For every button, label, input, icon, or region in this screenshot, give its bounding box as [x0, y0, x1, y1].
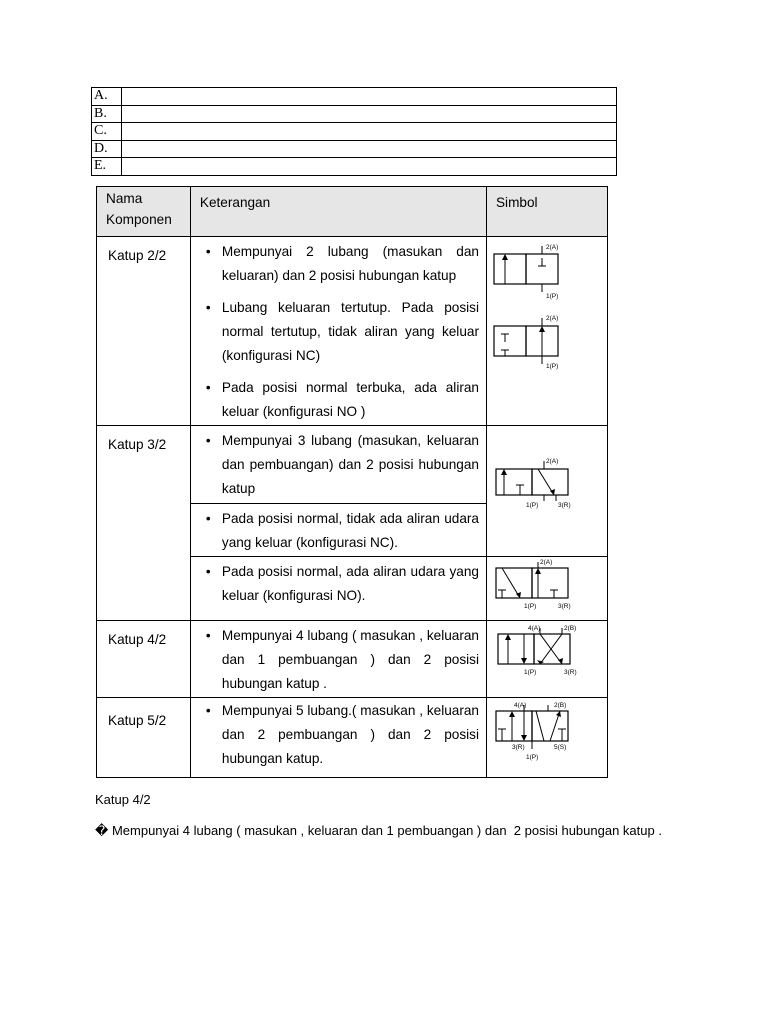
port-label: 1(P) [523, 669, 537, 676]
port-label: 1(P) [545, 293, 559, 300]
list-item: • Mempunyai 2 lubang (masukan dan keluaran) dan 2 posisi hubungan katup [222, 240, 479, 288]
port-label: 5(S) [553, 744, 567, 751]
port-label: 4(A) [527, 625, 541, 632]
table-row [97, 237, 608, 426]
answer-row [92, 140, 617, 158]
component-name: Katup 3/2 [97, 426, 191, 621]
description-cell [190, 698, 486, 778]
header-keterangan: Keterangan [190, 187, 486, 237]
answer-field[interactable] [122, 123, 617, 141]
table-row [97, 621, 608, 698]
description-cell [190, 621, 486, 698]
port-label: 4(A) [513, 702, 527, 709]
answer-row [92, 158, 617, 176]
symbol-cell [486, 237, 607, 426]
port-label: 3(R) [511, 744, 525, 751]
table-row [97, 426, 608, 504]
list-item: • Mempunyai 3 lubang (masukan, keluaran dan pembuangan) dan 2 posisi hubungan katup [222, 429, 479, 501]
answer-field[interactable] [122, 88, 617, 106]
answer-label: D. [92, 140, 122, 158]
component-name: Katup 5/2 [97, 698, 191, 778]
header-simbol: Simbol [486, 187, 607, 237]
port-label: 2(A) [545, 315, 559, 322]
answer-field[interactable] [122, 158, 617, 176]
component-name: Katup 4/2 [97, 621, 191, 698]
description-cell [190, 426, 486, 504]
port-label: 2(B) [553, 702, 567, 709]
header-nama: Nama Komponen [97, 187, 191, 237]
answer-row [92, 88, 617, 106]
port-label: 3(R) [563, 669, 577, 676]
description-cell [190, 557, 486, 621]
port-label: 2(A) [545, 244, 559, 251]
body-paragraph [95, 823, 662, 839]
valve-3-2-no-symbol [488, 558, 606, 616]
port-label: 3(R) [557, 502, 571, 509]
description-cell [190, 237, 486, 426]
valve-4-2-symbol [488, 622, 606, 684]
answer-label: E. [92, 158, 122, 176]
answer-row [92, 123, 617, 141]
answer-field[interactable] [122, 140, 617, 158]
component-name: Katup 2/2 [97, 237, 191, 426]
description-cell [190, 504, 486, 557]
valve-2-2-symbols [488, 238, 606, 372]
answer-label: C. [92, 123, 122, 141]
answer-table [91, 87, 617, 176]
bullet-glyph: � [95, 823, 109, 838]
answer-label: B. [92, 105, 122, 123]
symbol-cell [486, 621, 607, 698]
port-label: 1(P) [545, 363, 559, 370]
list-item: • Mempunyai 4 lubang ( masukan , keluaran dan 1 pembuangan ) dan 2 posisi hubungan katup . [222, 624, 479, 696]
answer-label: A. [92, 88, 122, 106]
port-label: 2(A) [545, 458, 559, 465]
table-header-row [97, 187, 608, 237]
valve-table [96, 186, 608, 778]
valve-3-2-nc-symbol [488, 455, 606, 535]
answer-row [92, 105, 617, 123]
port-label: 1(P) [523, 603, 537, 610]
port-label: 1(P) [525, 754, 539, 761]
list-item: • Pada posisi normal, ada aliran udara yang keluar (konfigurasi NO). [222, 560, 479, 608]
port-label: 1(P) [525, 502, 539, 509]
paragraph-text: Mempunyai 4 lubang ( masukan , keluaran dan 1 pembuangan ) dan 2 posisi hubungan katup . [108, 823, 662, 838]
symbol-cell [486, 426, 607, 557]
answer-field[interactable] [122, 105, 617, 123]
list-item: • Pada posisi normal terbuka, ada aliran keluar (konfigurasi NO ) [222, 376, 479, 424]
port-label: 2(B) [563, 625, 577, 632]
valve-2-2-no-symbol [494, 244, 558, 300]
table-row [97, 698, 608, 778]
list-item: • Pada posisi normal, tidak ada aliran udara yang keluar (konfigurasi NC). [222, 507, 479, 555]
symbol-cell [486, 557, 607, 621]
symbol-cell [486, 698, 607, 778]
list-item: • Lubang keluaran tertutup. Pada posisi normal tertutup, tidak aliran yang keluar (konfigurasi NC) [222, 296, 479, 368]
port-label: 3(R) [557, 603, 571, 610]
valve-5-2-symbol [488, 699, 606, 765]
section-caption: Katup 4/2 [95, 792, 151, 807]
list-item: • Mempunyai 5 lubang.( masukan , keluaran dan 2 pembuangan ) dan 2 posisi hubungan katup. [222, 699, 479, 771]
valve-2-2-nc-symbol [494, 315, 558, 370]
port-label: 2(A) [539, 559, 553, 566]
